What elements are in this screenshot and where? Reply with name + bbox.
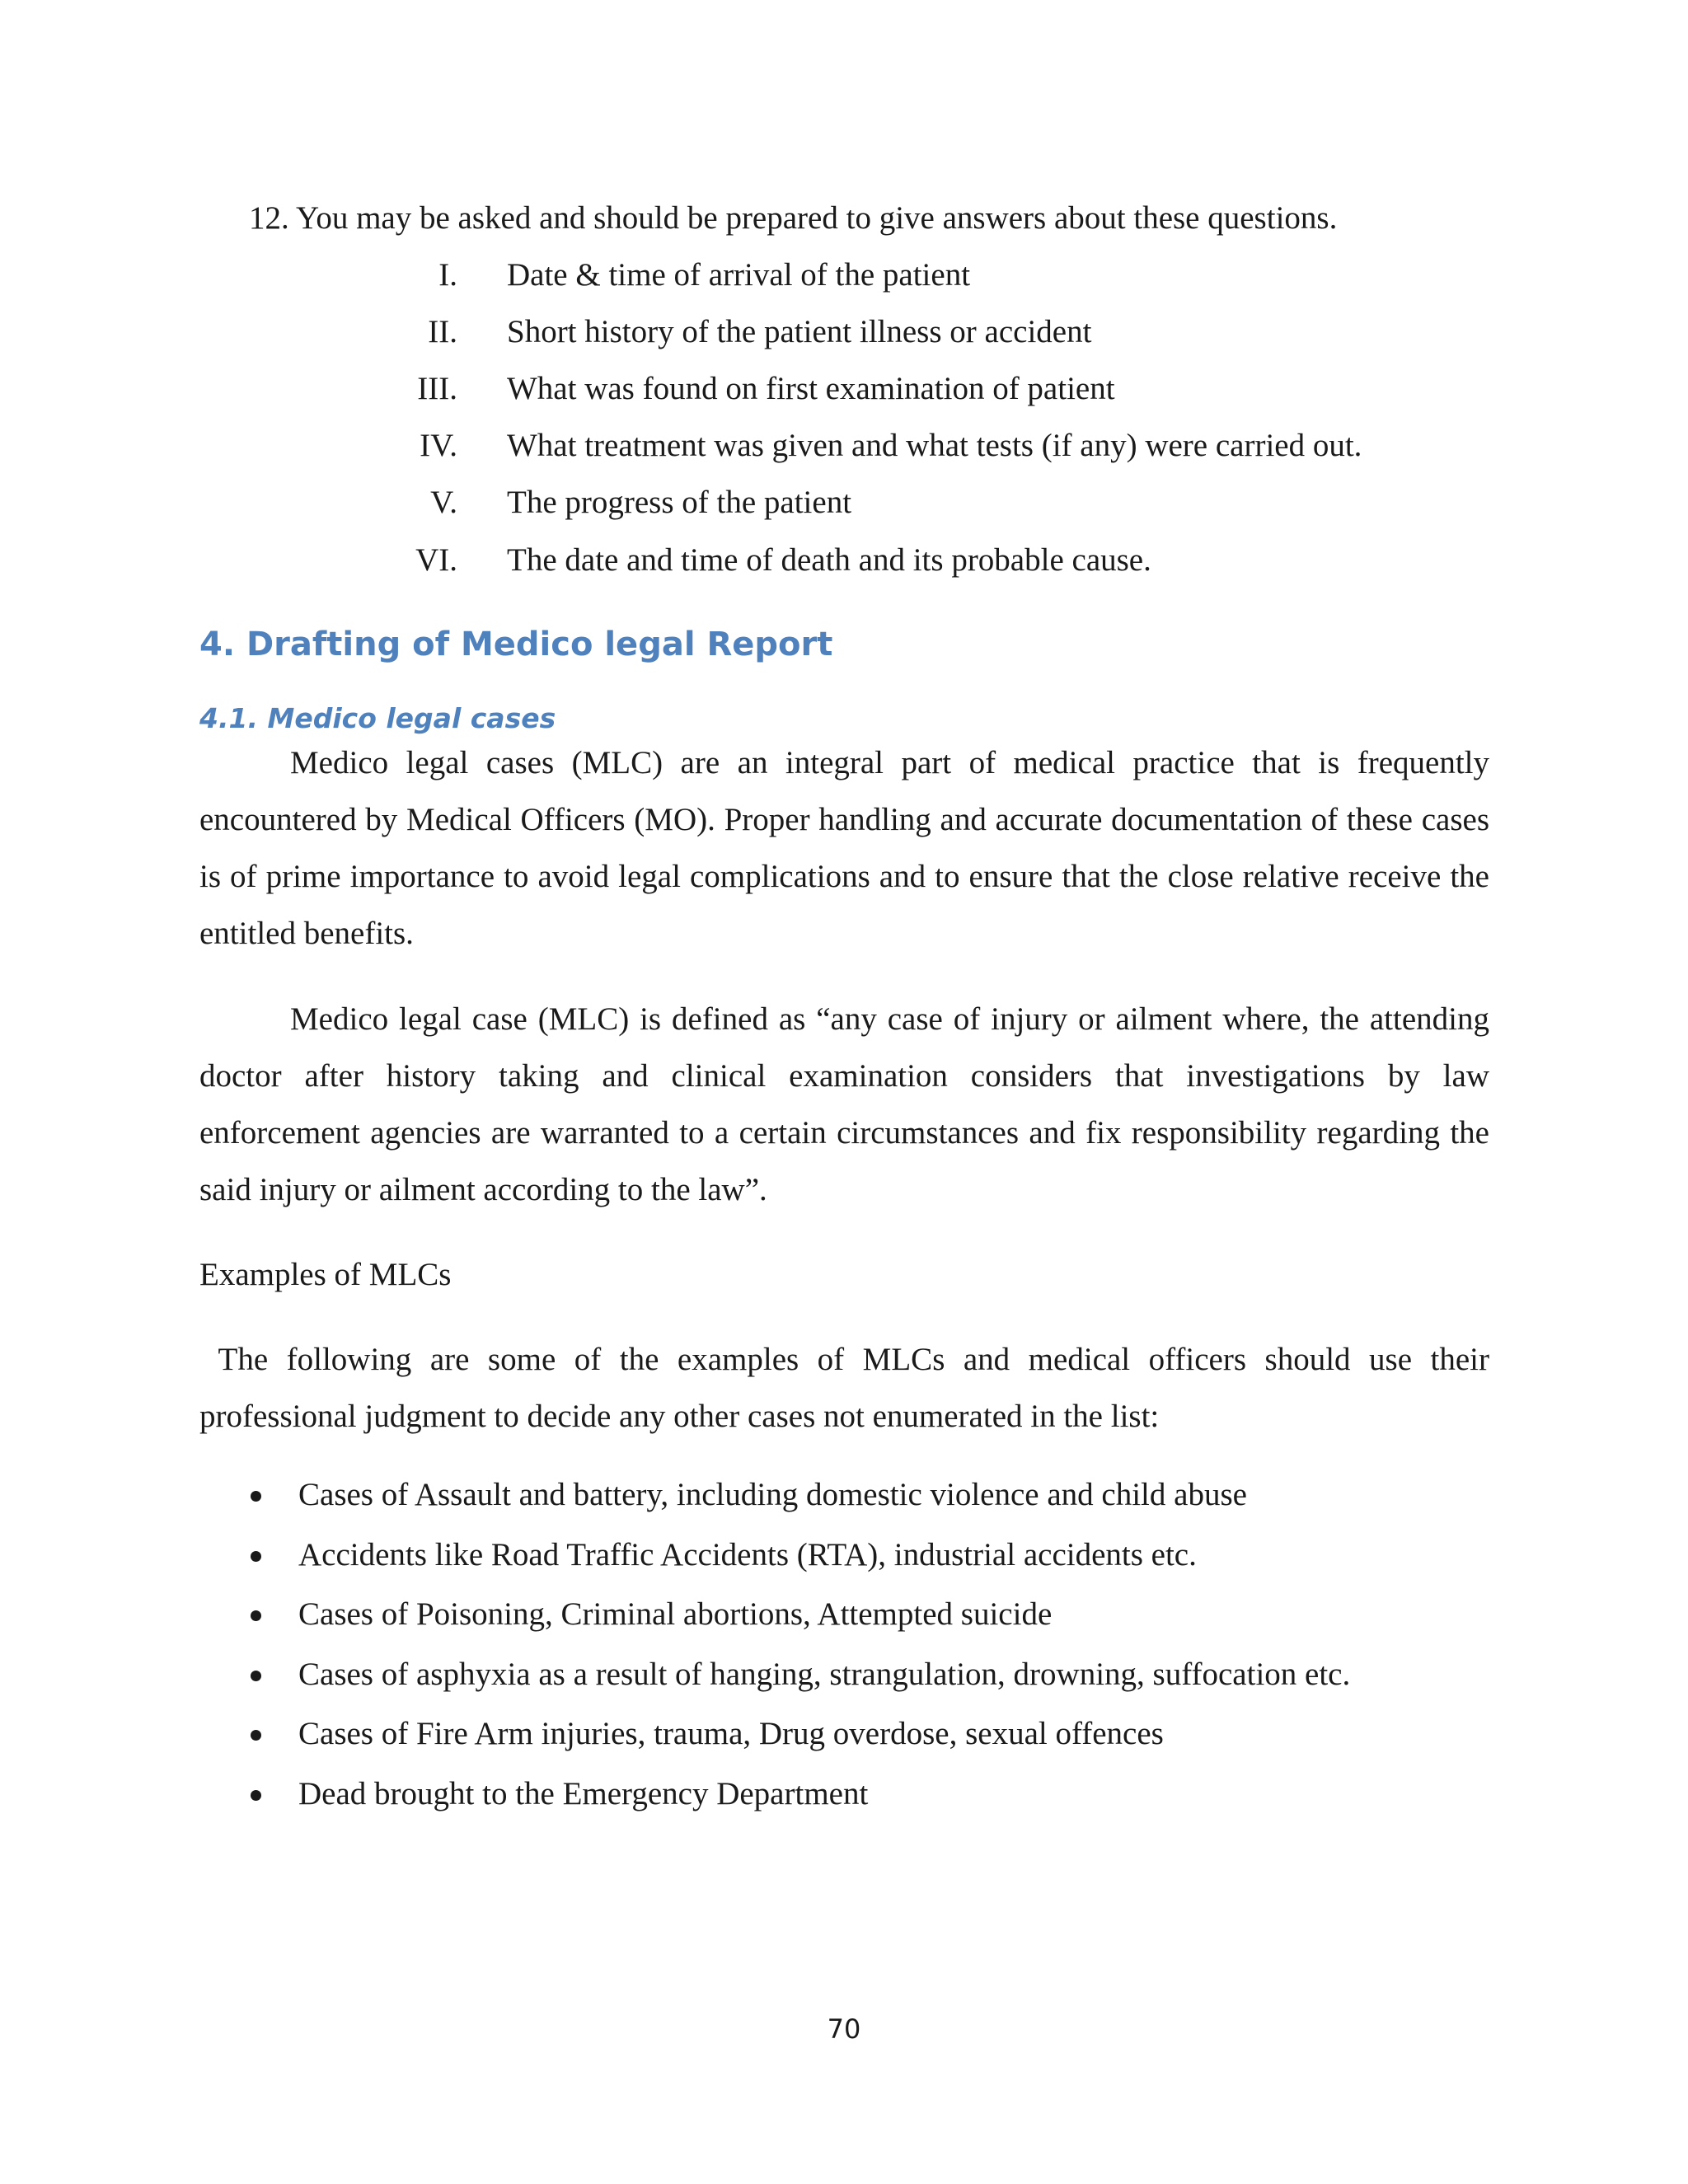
intro-item: 12. You may be asked and should be prepared to give answers about these questions. [249, 200, 1338, 236]
list-item [0, 1714, 1688, 1774]
bullet-text: Accidents like Road Traffic Accidents (RTA), industrial accidents etc. [298, 1536, 1197, 1572]
roman-numeral: I. [438, 257, 457, 293]
section-heading: 4. Drafting of Medico legal Report [199, 626, 833, 663]
paragraph-examples-label: Examples of MLCs [199, 1257, 452, 1292]
roman-numeral: V. [430, 485, 457, 520]
paragraph-mlc-definition: Medico legal case (MLC) is defined as “any case of injury or ailment where, the attending doctor after history taking and clinical examination considers that investigations by law enforcement agencies are warranted to a certain circumstances and fix responsibility regarding the said injury or ailment according to the law”. [199, 1001, 1489, 1207]
bullet-icon [251, 1551, 261, 1562]
bullet-icon [251, 1610, 261, 1621]
bullet-icon [251, 1730, 261, 1741]
roman-numeral: VI. [415, 542, 457, 578]
roman-item-text: What was found on first examination of patient [507, 371, 1115, 406]
bullet-icon [251, 1790, 261, 1801]
bullet-text: Dead brought to the Emergency Department [298, 1775, 869, 1811]
bullet-text: Cases of asphyxia as a result of hanging, strangulation, drowning, suffocation etc. [298, 1656, 1351, 1692]
roman-numeral: IV. [420, 428, 457, 463]
roman-item-text: The progress of the patient [507, 485, 852, 520]
list-item [0, 1535, 1688, 1596]
roman-item-text: Date & time of arrival of the patient [507, 257, 971, 293]
roman-numeral: II. [428, 314, 457, 349]
page-number: 70 [827, 2013, 861, 2045]
bullet-icon [251, 1491, 261, 1502]
list-item [0, 1475, 1688, 1535]
paragraph-examples-intro: The following are some of the examples of MLCs and medical officers should use their professional judgment to decide any other cases not enumerated in the list: [199, 1342, 1498, 1434]
bullet-text: Cases of Assault and battery, including domestic violence and child abuse [298, 1477, 1247, 1512]
list-item [0, 1595, 1688, 1655]
paragraph-mlc-intro: Medico legal cases (MLC) are an integral part of medical practice that is frequently encountered by Medical Officers (MO). Proper handling and accurate documentation of these cases is of prime importance to avoid legal complications and to ensure that the close relative receive the entitled benefits. [199, 745, 1489, 951]
roman-item-text: The date and time of death and its probable cause. [507, 542, 1151, 578]
list-item [0, 1655, 1688, 1715]
bullet-text: Cases of Poisoning, Criminal abortions, Attempted suicide [298, 1596, 1053, 1632]
list-item [0, 1774, 1688, 1835]
bullet-icon [251, 1671, 261, 1681]
roman-item-text: Short history of the patient illness or accident [507, 314, 1092, 349]
roman-numeral: III. [417, 371, 457, 406]
examples-bullet-list [0, 1475, 1688, 1834]
bullet-text: Cases of Fire Arm injuries, trauma, Drug overdose, sexual offences [298, 1716, 1164, 1751]
subsection-heading: 4.1. Medico legal cases [199, 702, 556, 734]
roman-item-text: What treatment was given and what tests (if any) were carried out. [507, 428, 1362, 463]
